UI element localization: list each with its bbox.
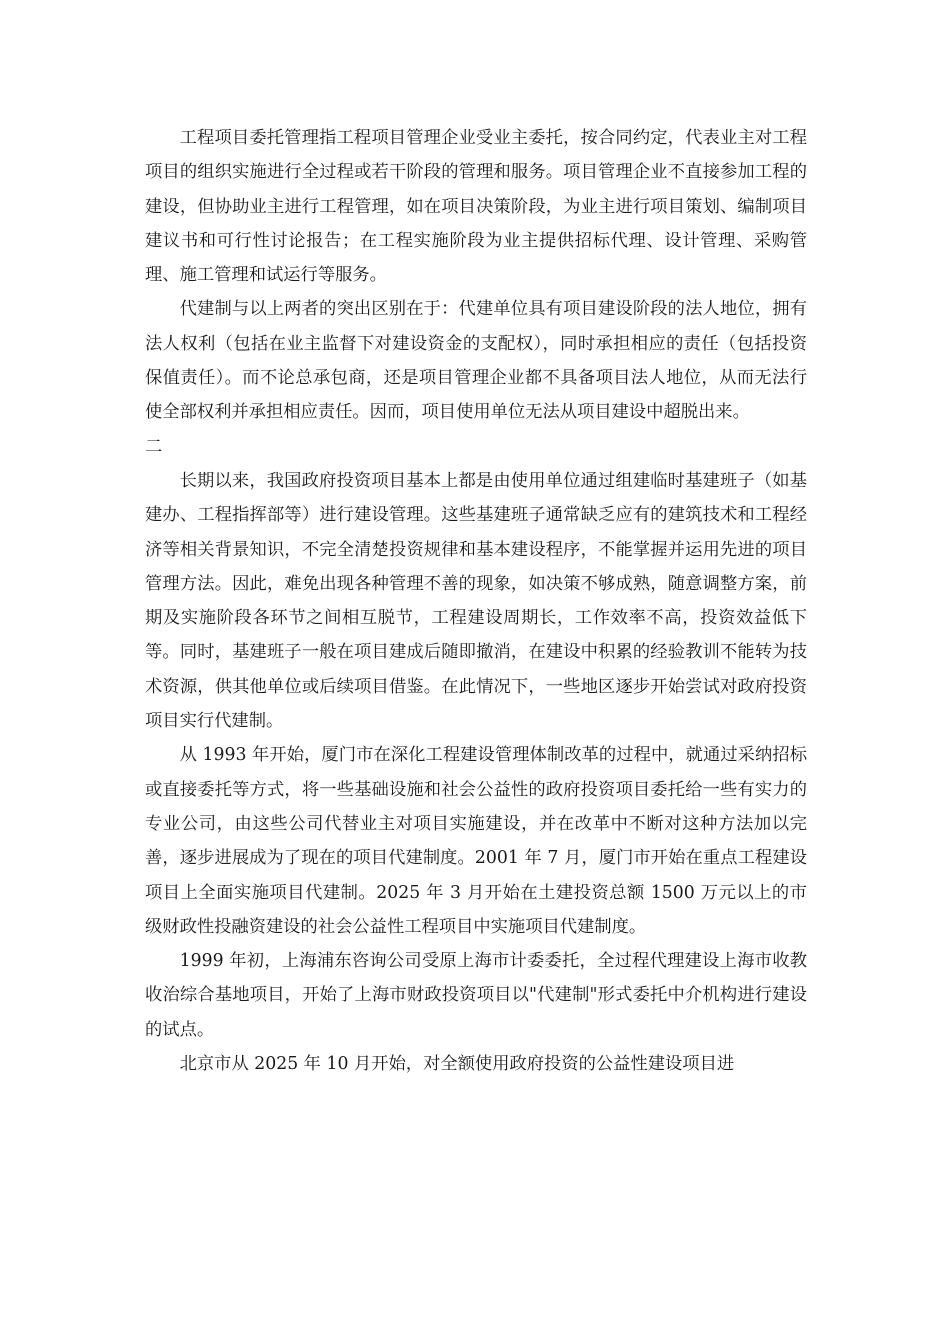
paragraph-shanghai: 1999 年初，上海浦东咨询公司受原上海市计委委托，全过程代理建设上海市收教收治综合基地项目，开始了上海市财政投资项目以"代建制"形式委托中介机构进行建设的试点。: [145, 951, 807, 1040]
document-body: [145, 121, 807, 1081]
paragraph-xiamen: 从 1993 年开始，厦门市在深化工程建设管理体制改革的过程中，就通过采纳招标或直接委托等方式，将一些基础设施和社会公益性的政府投资项目委托给一些有实力的专业公司，由这些公司代替业主对项目实施建设，并在改革中不断对这种方法加以完善，逐步进展成为了现在的项目代建制度。2001 年 7 月，厦门市开始在重点工程建设项目上全面实施项目代建制。2025 年 3 月开始在土建投资总额 1500 万元以上的市级财政性投融资建设的社会公益性工程项目中实施项目代建制度。: [145, 745, 807, 937]
paragraph-project-management-definition: 工程项目委托管理指工程项目管理企业受业主委托，按合同约定，代表业主对工程项目的组织实施进行全过程或若干阶段的管理和服务。项目管理企业不直接参加工程的建设，但协助业主进行工程管理，如在项目决策阶段，为业主进行项目策划、编制项目建议书和可行性讨论报告；在工程实施阶段为业主提供招标代理、设计管理、采购管理、施工管理和试运行等服务。: [145, 128, 807, 286]
paragraph-agent-construction-difference: 代建制与以上两者的突出区别在于：代建单位具有项目建设阶段的法人地位，拥有法人权利（包括在业主监督下对建设资金的支配权），同时承担相应的责任（包括投资保值责任）。而不论总承包商，还是项目管理企业都不具备项目法人地位，从而无法行使全部权利并承担相应责任。因而，项目使用单位无法从项目建设中超脱出来。: [145, 299, 807, 423]
paragraph-background: 长期以来，我国政府投资项目基本上都是由使用单位通过组建临时基建班子（如基建办、工程指挥部等）进行建设管理。这些基建班子通常缺乏应有的建筑技术和工程经济等相关背景知识，不完全清楚投资规律和基本建设程序，不能掌握并运用先进的项目管理方法。因此，难免出现各种管理不善的现象，如决策不够成熟，随意调整方案，前期及实施阶段各环节之间相互脱节，工程建设周期长，工作效率不高，投资效益低下等。同时，基建班子一般在项目建成后随即撤消，在建设中积累的经验教训不能转为技术资源，供其他单位或后续项目借鉴。在此情况下，一些地区逐步开始尝试对政府投资项目实行代建制。: [145, 470, 807, 732]
section-heading-two: 二: [145, 436, 163, 457]
paragraph-beijing: 北京市从 2025 年 10 月开始，对全额使用政府投资的公益性建设项目进: [179, 1054, 735, 1075]
